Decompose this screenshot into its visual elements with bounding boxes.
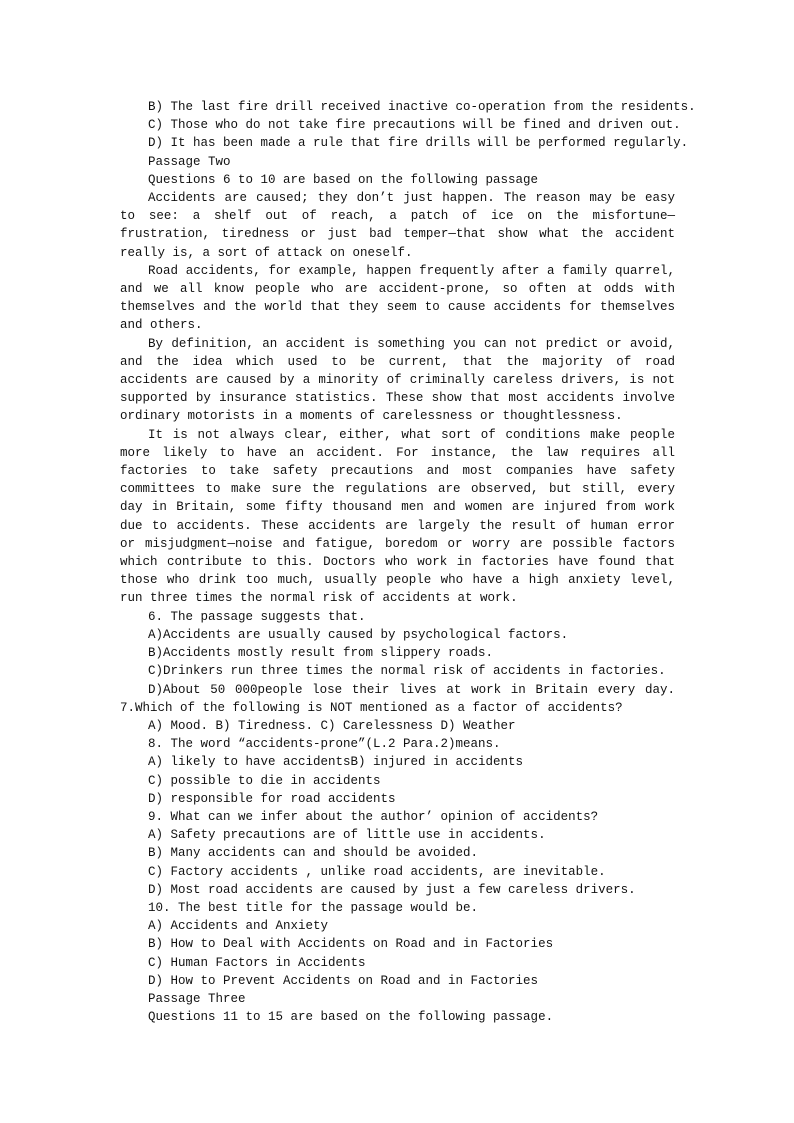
question-7: 7.Which of the following is NOT mentioned as a factor of accidents? (120, 700, 623, 715)
paragraph-1: Accidents are caused; they don’t just happen. The reason may be easy to see: a shelf out of reach, a patch of ice on the misfortune—frustration, tiredness or just bad temper—that show what the accident really is, a sort of attack on oneself. (120, 191, 675, 260)
question-6-option-c: C)Drinkers run three times the normal risk of accidents in factories. (148, 664, 666, 679)
question-6-option-d: D)About 50 000people lose their lives at work in Britain every day. (148, 682, 675, 697)
question-8-options-ab: A) likely to have accidentsB) injured in accidents (148, 755, 524, 770)
document-page (120, 98, 696, 1026)
question-10-option-d: D) How to Prevent Accidents on Road and in Factories (148, 973, 539, 988)
question-6-option-b: B)Accidents mostly result from slippery roads. (148, 646, 494, 661)
question-7-options: A) Mood. B) Tiredness. C) Carelessness D) Weather (148, 718, 516, 733)
passage-three-intro: Questions 11 to 15 are based on the following passage. (148, 1010, 554, 1025)
question-9-option-a: A) Safety precautions are of little use in accidents. (148, 828, 546, 843)
question-8-option-d: D) responsible for road accidents (148, 791, 396, 806)
question-9: 9. What can we infer about the author’ opinion of accidents? (148, 809, 599, 824)
question-9-option-d: D) Most road accidents are caused by just a few careless drivers. (148, 882, 636, 897)
question-10-option-b: B) How to Deal with Accidents on Road and in Factories (148, 937, 554, 952)
paragraph-3: By definition, an accident is something you can not predict or avoid, and the idea which used to be current, that the majority of road accidents are caused by a minority of criminally careless drivers, is not supported by insurance statistics. These show that most accidents involve ordinary motorists in a moments of carelessness or thoughtlessness. (120, 336, 675, 424)
passage-intro: Questions 6 to 10 are based on the following passage (148, 172, 539, 187)
option-b-prev: B) The last fire drill received inactive co-operation from the residents. (148, 100, 696, 114)
question-10-option-a: A) Accidents and Anxiety (148, 919, 329, 934)
option-d-prev: D) It has been made a rule that fire drills will be performed regularly. (148, 136, 689, 151)
question-8-option-c: C) possible to die in accidents (148, 773, 381, 788)
question-6: 6. The passage suggests that. (148, 609, 366, 624)
paragraph-2: Road accidents, for example, happen frequently after a family quarrel, and we all know people who are accident-prone, so often at odds with themselves and the world that they seem to cause accidents for themselves and others. (120, 263, 675, 333)
paragraph-4: It is not always clear, either, what sort of conditions make people more likely to have an accident. For instance, the law requires all factories to take safety precautions and most companies have safety committees to make sure the regulations are observed, but still, every day in Britain, some fifty thousand men and women are injured from work due to accidents. These accidents are largely the result of human error or misjudgment—noise and fatigue, boredom or worry are possible factors which contribute to this. Doctors who work in factories have found that those who drink too much, usually people who have a high anxiety level, run three times the normal risk of accidents at work. (120, 427, 675, 606)
question-10: 10. The best title for the passage would be. (148, 900, 479, 915)
question-9-option-b: B) Many accidents can and should be avoided. (148, 846, 479, 861)
question-8: 8. The word “accidents-prone”(L.2 Para.2)means. (148, 737, 501, 752)
passage-heading: Passage Two (148, 154, 231, 169)
question-9-option-c: C) Factory accidents , unlike road accidents, are inevitable. (148, 864, 606, 879)
option-c-prev: C) Those who do not take fire precautions will be fined and driven out. (148, 118, 681, 133)
question-6-option-a: A)Accidents are usually caused by psychological factors. (148, 627, 569, 642)
question-10-option-c: C) Human Factors in Accidents (148, 955, 366, 970)
passage-three-heading: Passage Three (148, 991, 246, 1006)
